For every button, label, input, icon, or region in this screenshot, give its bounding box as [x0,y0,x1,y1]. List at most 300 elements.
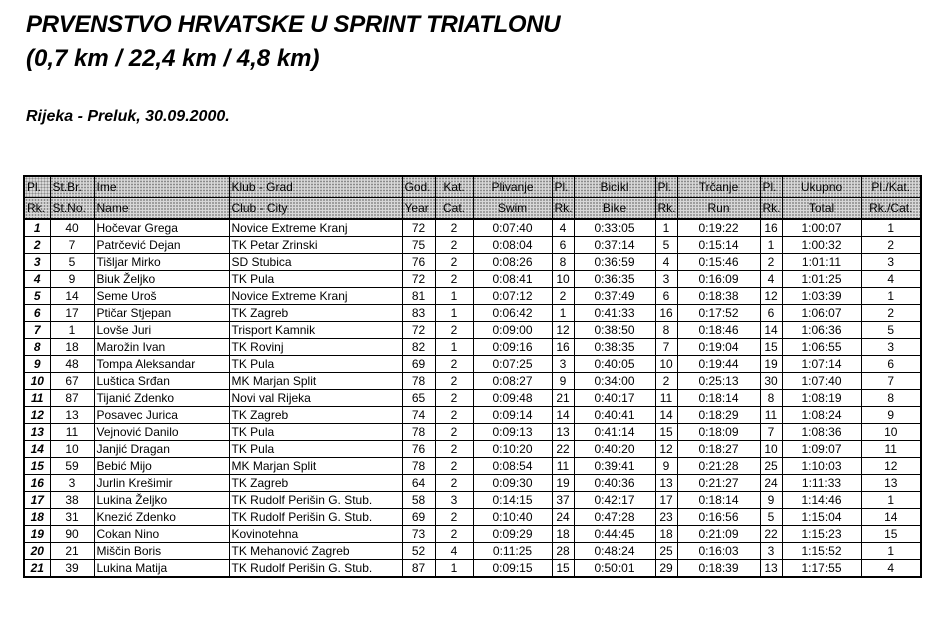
cell-start-number: 17 [50,305,94,322]
cell-run-time: 0:19:44 [677,356,760,373]
cell-club: SD Stubica [229,254,402,271]
cell-name: Cokan Nino [94,526,229,543]
cell-category: 1 [435,288,473,305]
cell-run-time: 0:21:27 [677,475,760,492]
cell-category: 3 [435,492,473,509]
cell-category-rank: 2 [861,305,921,322]
cell-run-time: 0:18:14 [677,390,760,407]
cell-rank: 4 [24,271,50,288]
cell-name: Hočevar Grega [94,219,229,237]
table-row [24,424,921,441]
cell-category-rank: 1 [861,543,921,560]
cell-swim-rank: 8 [552,254,574,271]
cell-category: 2 [435,219,473,237]
cell-bike-rank: 18 [655,526,677,543]
cell-swim-time: 0:08:54 [473,458,552,475]
cell-total-time: 1:07:14 [782,356,861,373]
cell-category-rank: 10 [861,424,921,441]
cell-rank: 8 [24,339,50,356]
cell-bike-time: 0:40:05 [574,356,655,373]
cell-start-number: 5 [50,254,94,271]
cell-year: 72 [402,322,435,339]
cell-run-rank: 15 [760,339,782,356]
cell-swim-rank: 28 [552,543,574,560]
cell-swim-time: 0:10:20 [473,441,552,458]
cell-swim-time: 0:09:13 [473,424,552,441]
header-bike-time: Bike [574,198,655,220]
header-bike-rank: Pl. [655,176,677,198]
cell-total-time: 1:17:55 [782,560,861,578]
cell-start-number: 48 [50,356,94,373]
cell-start-number: 9 [50,271,94,288]
cell-start-number: 10 [50,441,94,458]
cell-rank: 6 [24,305,50,322]
cell-bike-rank: 8 [655,322,677,339]
table-row [24,526,921,543]
cell-club: TK Zagreb [229,305,402,322]
cell-category: 2 [435,373,473,390]
cell-bike-time: 0:36:59 [574,254,655,271]
cell-category: 2 [435,424,473,441]
table-row [24,288,921,305]
table-row [24,305,921,322]
header-start-number: St.No. [50,198,94,220]
cell-category: 1 [435,560,473,578]
header-run-time: Trčanje [677,176,760,198]
cell-category-rank: 5 [861,322,921,339]
cell-name: Biuk Željko [94,271,229,288]
cell-club: TK Pula [229,356,402,373]
cell-name: Patrčević Dejan [94,237,229,254]
cell-year: 78 [402,373,435,390]
cell-name: Tompa Aleksandar [94,356,229,373]
cell-category: 2 [435,322,473,339]
cell-start-number: 11 [50,424,94,441]
cell-swim-rank: 11 [552,458,574,475]
header-rank: Rk. [24,198,50,220]
cell-swim-time: 0:07:25 [473,356,552,373]
cell-club: Novice Extreme Kranj [229,288,402,305]
cell-swim-rank: 9 [552,373,574,390]
cell-club: Trisport Kamnik [229,322,402,339]
cell-category-rank: 1 [861,288,921,305]
cell-swim-rank: 1 [552,305,574,322]
cell-run-rank: 13 [760,560,782,578]
table-row [24,373,921,390]
cell-club: Novi val Rijeka [229,390,402,407]
cell-swim-rank: 10 [552,271,574,288]
table-body [24,219,921,577]
cell-category-rank: 11 [861,441,921,458]
cell-club: TK Pula [229,441,402,458]
cell-swim-time: 0:07:40 [473,219,552,237]
cell-bike-time: 0:40:17 [574,390,655,407]
cell-year: 69 [402,356,435,373]
cell-total-time: 1:15:52 [782,543,861,560]
cell-name: Seme Uroš [94,288,229,305]
cell-run-rank: 8 [760,390,782,407]
header-club: Klub - Grad [229,176,402,198]
cell-rank: 9 [24,356,50,373]
header-start-number: St.Br. [50,176,94,198]
cell-name: Knezić Zdenko [94,509,229,526]
cell-bike-rank: 29 [655,560,677,578]
cell-rank: 12 [24,407,50,424]
cell-swim-time: 0:08:27 [473,373,552,390]
cell-year: 81 [402,288,435,305]
cell-year: 72 [402,271,435,288]
cell-swim-time: 0:09:48 [473,390,552,407]
cell-run-rank: 11 [760,407,782,424]
cell-total-time: 1:15:04 [782,509,861,526]
cell-run-time: 0:18:29 [677,407,760,424]
cell-name: Lukina Željko [94,492,229,509]
cell-run-time: 0:18:39 [677,560,760,578]
cell-name: Miščin Boris [94,543,229,560]
cell-swim-time: 0:09:15 [473,560,552,578]
cell-rank: 21 [24,560,50,578]
cell-name: Vejnović Danilo [94,424,229,441]
cell-total-time: 1:14:46 [782,492,861,509]
table-header [24,176,921,219]
cell-run-rank: 9 [760,492,782,509]
header-run-rank: Pl. [760,176,782,198]
cell-bike-time: 0:42:17 [574,492,655,509]
cell-swim-time: 0:07:12 [473,288,552,305]
cell-rank: 2 [24,237,50,254]
cell-rank: 3 [24,254,50,271]
cell-run-rank: 12 [760,288,782,305]
cell-run-rank: 2 [760,254,782,271]
cell-run-time: 0:19:22 [677,219,760,237]
cell-rank: 11 [24,390,50,407]
cell-bike-time: 0:40:20 [574,441,655,458]
header-year: Year [402,198,435,220]
cell-category: 4 [435,543,473,560]
cell-name: Tišljar Mirko [94,254,229,271]
cell-rank: 13 [24,424,50,441]
cell-start-number: 87 [50,390,94,407]
header-club: Club - City [229,198,402,220]
header-category-rank: Rk./Cat. [861,198,921,220]
cell-bike-time: 0:40:41 [574,407,655,424]
cell-bike-rank: 2 [655,373,677,390]
cell-total-time: 1:11:33 [782,475,861,492]
header-bike-time: Bicikl [574,176,655,198]
cell-swim-rank: 15 [552,560,574,578]
cell-category-rank: 4 [861,560,921,578]
cell-run-time: 0:15:46 [677,254,760,271]
table-row [24,560,921,578]
cell-swim-time: 0:06:42 [473,305,552,322]
cell-year: 65 [402,390,435,407]
cell-club: TK Rudolf Perišin G. Stub. [229,560,402,578]
cell-name: Lovše Juri [94,322,229,339]
cell-swim-rank: 21 [552,390,574,407]
cell-swim-time: 0:09:16 [473,339,552,356]
cell-run-rank: 3 [760,543,782,560]
cell-name: Tijanić Zdenko [94,390,229,407]
cell-start-number: 7 [50,237,94,254]
cell-category-rank: 6 [861,356,921,373]
race-distances: (0,7 km / 22,4 km / 4,8 km) [26,45,320,72]
cell-run-time: 0:16:09 [677,271,760,288]
cell-run-time: 0:16:56 [677,509,760,526]
cell-swim-time: 0:09:30 [473,475,552,492]
cell-club: MK Marjan Split [229,373,402,390]
cell-bike-rank: 4 [655,254,677,271]
table-row [24,407,921,424]
cell-bike-rank: 17 [655,492,677,509]
cell-bike-rank: 25 [655,543,677,560]
cell-year: 78 [402,458,435,475]
header-swim-time: Plivanje [473,176,552,198]
cell-swim-rank: 6 [552,237,574,254]
cell-run-rank: 19 [760,356,782,373]
header-swim-time: Swim [473,198,552,220]
cell-category-rank: 15 [861,526,921,543]
cell-total-time: 1:01:11 [782,254,861,271]
table-row [24,475,921,492]
cell-bike-rank: 15 [655,424,677,441]
table-row [24,509,921,526]
cell-rank: 5 [24,288,50,305]
cell-year: 64 [402,475,435,492]
cell-bike-rank: 1 [655,219,677,237]
cell-run-time: 0:18:27 [677,441,760,458]
cell-name: Janjić Dragan [94,441,229,458]
header-run-rank: Rk. [760,198,782,220]
cell-run-rank: 5 [760,509,782,526]
cell-run-time: 0:18:09 [677,424,760,441]
cell-swim-rank: 24 [552,509,574,526]
cell-category-rank: 13 [861,475,921,492]
cell-swim-time: 0:09:29 [473,526,552,543]
header-bike-rank: Rk. [655,198,677,220]
cell-year: 83 [402,305,435,322]
cell-swim-rank: 16 [552,339,574,356]
cell-bike-time: 0:47:28 [574,509,655,526]
cell-bike-rank: 23 [655,509,677,526]
cell-bike-rank: 10 [655,356,677,373]
cell-total-time: 1:09:07 [782,441,861,458]
header-category-rank: Pl./Kat. [861,176,921,198]
cell-swim-rank: 2 [552,288,574,305]
cell-start-number: 59 [50,458,94,475]
cell-club: TK Zagreb [229,407,402,424]
cell-start-number: 14 [50,288,94,305]
cell-swim-time: 0:08:26 [473,254,552,271]
cell-start-number: 13 [50,407,94,424]
cell-rank: 10 [24,373,50,390]
cell-club: TK Mehanović Zagreb [229,543,402,560]
cell-swim-rank: 4 [552,219,574,237]
race-location-date: Rijeka - Preluk, 30.09.2000. [26,108,230,125]
cell-category-rank: 3 [861,254,921,271]
cell-category-rank: 9 [861,407,921,424]
cell-bike-rank: 9 [655,458,677,475]
header-swim-rank: Pl. [552,176,574,198]
cell-total-time: 1:07:40 [782,373,861,390]
cell-bike-rank: 6 [655,288,677,305]
cell-swim-time: 0:08:41 [473,271,552,288]
cell-rank: 19 [24,526,50,543]
cell-club: TK Rudolf Perišin G. Stub. [229,492,402,509]
cell-category-rank: 7 [861,373,921,390]
cell-rank: 18 [24,509,50,526]
cell-category: 2 [435,237,473,254]
cell-category: 1 [435,305,473,322]
cell-bike-time: 0:48:24 [574,543,655,560]
cell-total-time: 1:03:39 [782,288,861,305]
cell-category: 2 [435,526,473,543]
cell-club: TK Pula [229,424,402,441]
cell-year: 69 [402,509,435,526]
cell-category-rank: 1 [861,219,921,237]
cell-run-time: 0:18:14 [677,492,760,509]
cell-year: 76 [402,254,435,271]
cell-start-number: 31 [50,509,94,526]
cell-run-time: 0:21:09 [677,526,760,543]
cell-run-rank: 7 [760,424,782,441]
cell-bike-rank: 13 [655,475,677,492]
cell-run-time: 0:18:46 [677,322,760,339]
cell-total-time: 1:00:32 [782,237,861,254]
cell-bike-time: 0:39:41 [574,458,655,475]
cell-year: 73 [402,526,435,543]
cell-bike-time: 0:38:50 [574,322,655,339]
header-name: Name [94,198,229,220]
cell-swim-time: 0:08:04 [473,237,552,254]
cell-bike-time: 0:38:35 [574,339,655,356]
cell-name: Lukina Matija [94,560,229,578]
cell-name: Marožin Ivan [94,339,229,356]
cell-category-rank: 4 [861,271,921,288]
cell-club: TK Pula [229,271,402,288]
cell-swim-time: 0:14:15 [473,492,552,509]
page-title: PRVENSTVO HRVATSKE U SPRINT TRIATLONU [26,11,561,38]
header-row-english [24,198,921,220]
cell-rank: 14 [24,441,50,458]
results-table [23,175,922,578]
cell-bike-time: 0:44:45 [574,526,655,543]
cell-bike-time: 0:36:35 [574,271,655,288]
cell-rank: 17 [24,492,50,509]
cell-run-time: 0:18:38 [677,288,760,305]
cell-swim-rank: 19 [552,475,574,492]
cell-bike-time: 0:37:49 [574,288,655,305]
cell-club: MK Marjan Split [229,458,402,475]
cell-run-time: 0:16:03 [677,543,760,560]
header-rank: Pl. [24,176,50,198]
header-name: Ime [94,176,229,198]
cell-total-time: 1:08:19 [782,390,861,407]
cell-bike-time: 0:50:01 [574,560,655,578]
cell-name: Jurlin Krešimir [94,475,229,492]
cell-start-number: 67 [50,373,94,390]
cell-club: TK Zagreb [229,475,402,492]
table-row [24,254,921,271]
cell-category: 1 [435,339,473,356]
cell-category: 2 [435,407,473,424]
header-total-time: Total [782,198,861,220]
cell-run-time: 0:25:13 [677,373,760,390]
cell-category: 2 [435,254,473,271]
cell-year: 58 [402,492,435,509]
cell-bike-rank: 11 [655,390,677,407]
cell-category-rank: 8 [861,390,921,407]
cell-category-rank: 12 [861,458,921,475]
header-row-local [24,176,921,198]
cell-total-time: 1:06:36 [782,322,861,339]
cell-rank: 7 [24,322,50,339]
cell-start-number: 18 [50,339,94,356]
cell-start-number: 40 [50,219,94,237]
cell-run-rank: 6 [760,305,782,322]
cell-year: 82 [402,339,435,356]
table-row [24,237,921,254]
cell-run-rank: 24 [760,475,782,492]
cell-name: Ptičar Stjepan [94,305,229,322]
cell-year: 76 [402,441,435,458]
cell-start-number: 1 [50,322,94,339]
cell-run-rank: 25 [760,458,782,475]
cell-rank: 20 [24,543,50,560]
cell-swim-rank: 3 [552,356,574,373]
cell-name: Bebić Mijo [94,458,229,475]
cell-total-time: 1:00:07 [782,219,861,237]
cell-category-rank: 3 [861,339,921,356]
cell-total-time: 1:06:55 [782,339,861,356]
cell-bike-time: 0:40:36 [574,475,655,492]
cell-run-rank: 30 [760,373,782,390]
cell-year: 72 [402,219,435,237]
cell-swim-rank: 18 [552,526,574,543]
cell-swim-rank: 22 [552,441,574,458]
cell-club: TK Petar Zrinski [229,237,402,254]
table-row [24,492,921,509]
cell-run-time: 0:15:14 [677,237,760,254]
cell-year: 87 [402,560,435,578]
cell-total-time: 1:15:23 [782,526,861,543]
cell-total-time: 1:08:36 [782,424,861,441]
cell-total-time: 1:10:03 [782,458,861,475]
cell-bike-rank: 16 [655,305,677,322]
cell-category: 2 [435,271,473,288]
table-row [24,458,921,475]
cell-year: 52 [402,543,435,560]
header-swim-rank: Rk. [552,198,574,220]
header-category: Cat. [435,198,473,220]
cell-total-time: 1:08:24 [782,407,861,424]
cell-total-time: 1:01:25 [782,271,861,288]
header-total-time: Ukupno [782,176,861,198]
cell-year: 74 [402,407,435,424]
cell-category-rank: 14 [861,509,921,526]
cell-name: Posavec Jurica [94,407,229,424]
cell-start-number: 39 [50,560,94,578]
cell-swim-rank: 37 [552,492,574,509]
cell-club: TK Rudolf Perišin G. Stub. [229,509,402,526]
cell-bike-time: 0:41:14 [574,424,655,441]
cell-swim-rank: 12 [552,322,574,339]
cell-club: TK Rovinj [229,339,402,356]
cell-start-number: 21 [50,543,94,560]
cell-swim-time: 0:11:25 [473,543,552,560]
cell-category: 2 [435,390,473,407]
cell-year: 75 [402,237,435,254]
cell-category: 2 [435,509,473,526]
